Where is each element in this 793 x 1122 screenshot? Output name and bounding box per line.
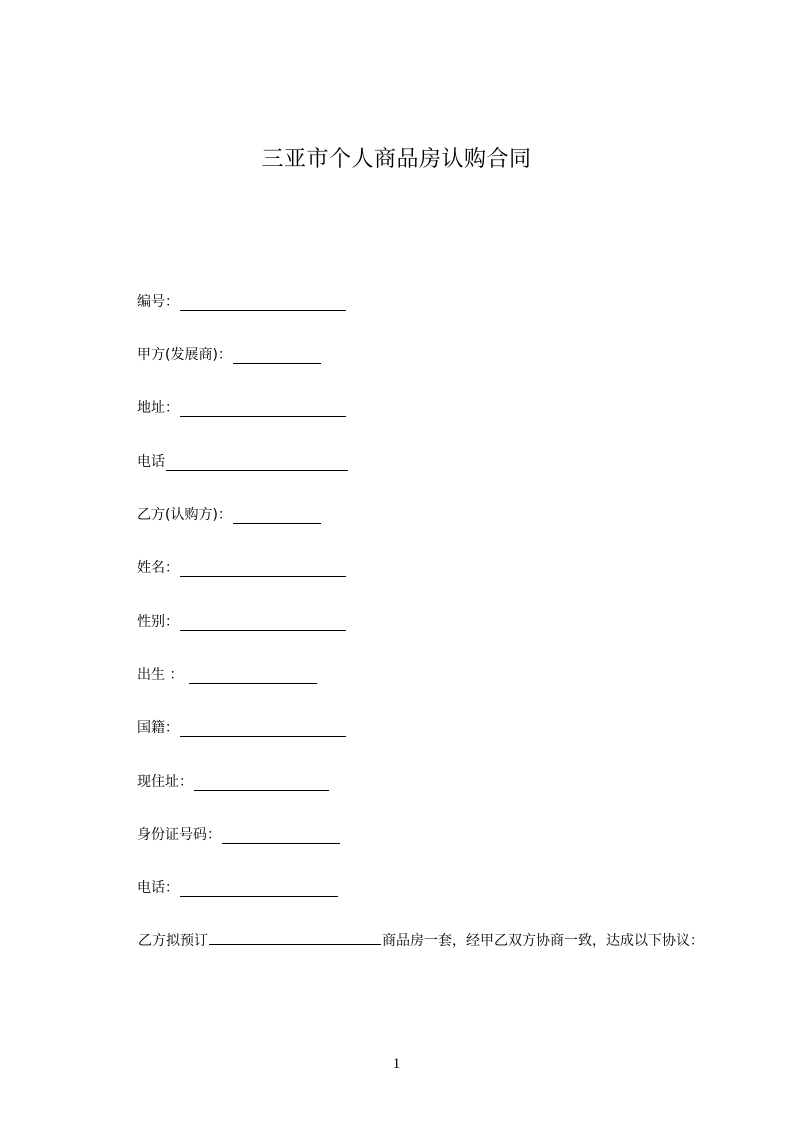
- birth-blank[interactable]: [189, 669, 317, 684]
- birth-field: [137, 664, 317, 684]
- party-a-field: [137, 344, 321, 364]
- current-address-label: 现住址：: [137, 774, 193, 790]
- agreement-prefix: 乙方拟预订: [138, 933, 208, 949]
- phone-a-blank[interactable]: [166, 456, 348, 471]
- number-label: 编号：: [137, 294, 179, 310]
- party-b-blank[interactable]: [233, 509, 321, 524]
- birth-label: 出生 ：: [137, 667, 184, 683]
- agreement-paragraph: [104, 927, 716, 955]
- address-label: 地址：: [137, 400, 179, 416]
- party-a-label: 甲方(发展商)：: [137, 347, 232, 363]
- id-number-field: [137, 824, 340, 844]
- nationality-label: 国籍：: [137, 720, 179, 736]
- phone-b-blank[interactable]: [180, 882, 338, 897]
- number-blank[interactable]: [180, 296, 346, 311]
- current-address-field: [137, 771, 329, 791]
- party-a-blank[interactable]: [233, 349, 321, 364]
- nationality-field: [137, 717, 346, 737]
- page-number: 1: [392, 1056, 401, 1072]
- address-field: [137, 397, 346, 417]
- id-number-label: 身份证号码：: [137, 827, 221, 843]
- name-label: 姓名：: [137, 560, 179, 576]
- current-address-blank[interactable]: [194, 776, 329, 791]
- agreement-suffix: 商品房一套，经甲乙双方协商一致，达成以下协议：: [382, 933, 704, 949]
- document-title: 三亚市个人商品房认购合同: [261, 147, 532, 172]
- nationality-blank[interactable]: [180, 722, 346, 737]
- number-field: [137, 291, 346, 311]
- gender-blank[interactable]: [180, 616, 346, 631]
- address-blank[interactable]: [180, 402, 346, 417]
- gender-label: 性别：: [137, 614, 179, 630]
- agreement-property-blank[interactable]: [209, 931, 381, 945]
- phone-a-field: [137, 451, 348, 471]
- gender-field: [137, 611, 346, 631]
- phone-b-label: 电话：: [137, 880, 179, 896]
- phone-b-field: [137, 877, 338, 897]
- name-field: [137, 557, 346, 577]
- party-b-label: 乙方(认购方)：: [137, 507, 232, 523]
- party-b-field: [137, 504, 321, 524]
- name-blank[interactable]: [180, 562, 346, 577]
- id-number-blank[interactable]: [222, 829, 340, 844]
- phone-a-label: 电话: [137, 454, 165, 470]
